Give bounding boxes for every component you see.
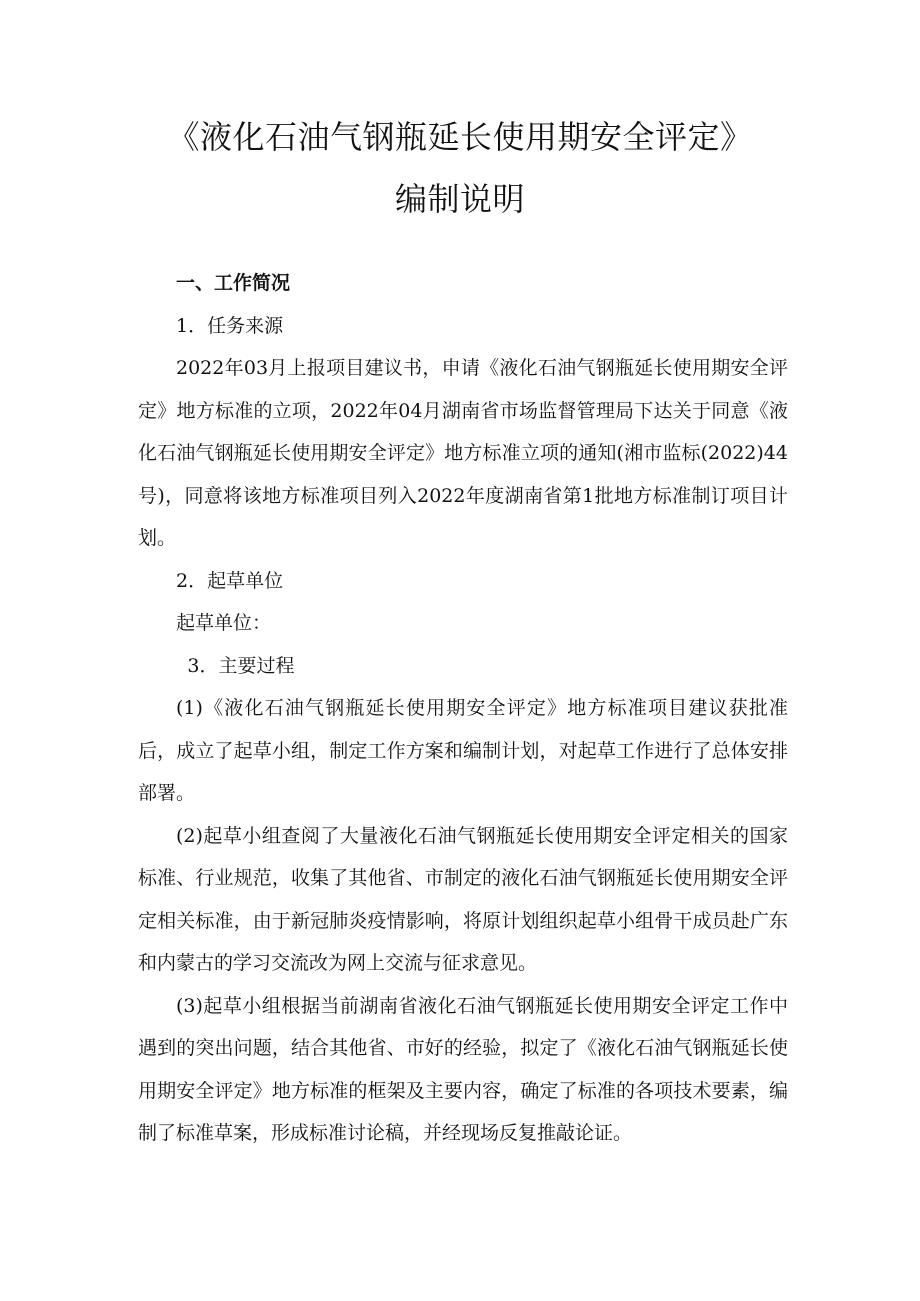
item-heading-main-process: 3．主要过程 — [187, 654, 295, 677]
document-title: 《液化石油气钢瓶延长使用期安全评定》 — [167, 118, 753, 156]
item-heading-task-source: 1．任务来源 — [176, 314, 284, 337]
document-body — [138, 262, 788, 1155]
paragraph-process-2: (2)起草小组查阅了大量液化石油气钢瓶延长使用期安全评定相关的国家标准、行业规范，收集了其他省、市制定的液化石油气钢瓶延长使用期安全评定相关标准，由于新冠肺炎疫情影响，将原计划组织起草小组骨干成员赴广东和内蒙古的学习交流改为网上交流与征求意见。 — [138, 824, 788, 974]
item-heading-drafting-unit: 2．起草单位 — [176, 569, 284, 592]
document-subtitle: 编制说明 — [394, 180, 525, 218]
paragraph-process-3: (3)起草小组根据当前湖南省液化石油气钢瓶延长使用期安全评定工作中遇到的突出问题，结合其他省、市好的经验，拟定了《液化石油气钢瓶延长使用期安全评定》地方标准的框架及主要内容，确定了标准的各项技术要素，编制了标准草案，形成标准讨论稿，并经现场反复推敲论证。 — [138, 994, 788, 1144]
paragraph-drafting-unit: 起草单位： — [176, 612, 272, 634]
paragraph-process-1: (1)《液化石油气钢瓶延长使用期安全评定》地方标准项目建议获批准后，成立了起草小组，制定工作方案和编制计划，对起草工作进行了总体安排部署。 — [138, 697, 788, 804]
paragraph-task-source: 2022年03月上报项目建议书，申请《液化石油气钢瓶延长使用期安全评定》地方标准的立项，2022年04月湖南省市场监督管理局下达关于同意《液化石油气钢瓶延长使用期安全评定》地方标准立项的通知(湘市监标(2022)44号)，同意将该地方标准项目列入2022年度湖南省第1批地方标准制订项目计划。 — [138, 357, 788, 549]
section-heading-work-overview: 一、工作简况 — [176, 272, 291, 294]
